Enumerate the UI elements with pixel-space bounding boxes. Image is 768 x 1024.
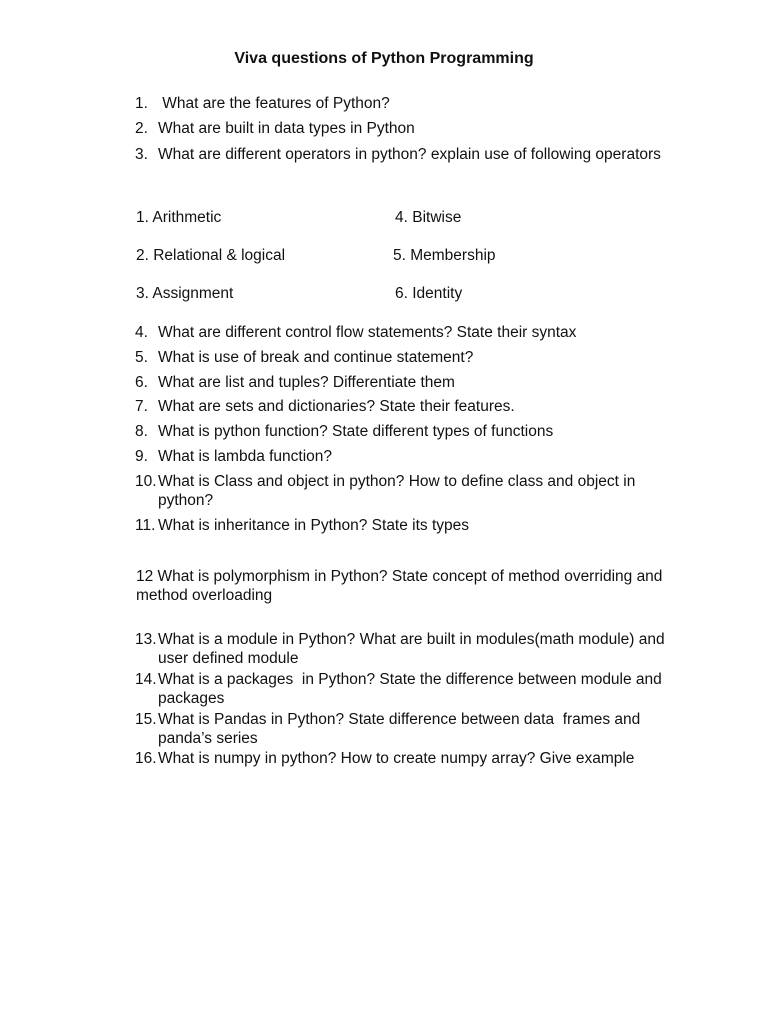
operator-item: 2. Relational & logical — [136, 247, 286, 264]
question-8 — [135, 422, 665, 441]
question-12-paragraph: 12 What is polymorphism in Python? State concept of method overriding and method overloading — [136, 568, 663, 605]
question-text: What is a packages in Python? State the difference between module and packages — [158, 670, 667, 708]
operator-item: 6. Identity — [395, 285, 463, 302]
question-text: What is Pandas in Python? State difference between data frames and panda’s series — [158, 710, 645, 747]
question-number: 3. — [135, 145, 148, 163]
question-text: What is Class and object in python? How to define class and object in python? — [158, 472, 636, 509]
operator-item: 3. Assignment — [136, 285, 234, 302]
question-text: What are different operators in python? explain use of following operators — [158, 145, 661, 163]
question-number: 16. — [135, 750, 157, 768]
question-text: What are built in data types in Python — [158, 120, 415, 138]
operator-row — [136, 284, 636, 322]
question-number: 13. — [135, 631, 157, 648]
operator-item: 5. Membership — [393, 247, 496, 264]
question-number: 15. — [135, 710, 157, 728]
question-6 — [135, 373, 665, 392]
question-number: 5. — [135, 348, 148, 366]
operator-item: 1. Arithmetic — [136, 209, 222, 226]
operator-row — [136, 246, 636, 284]
question-number: 4. — [135, 324, 148, 341]
question-list-1-3 — [135, 94, 665, 170]
question-number: 1. — [135, 95, 148, 112]
question-number: 11. — [135, 516, 156, 534]
question-number: 14. — [135, 670, 157, 688]
question-text: What are list and tuples? Differentiate them — [158, 373, 455, 391]
question-5 — [135, 348, 665, 367]
question-9 — [135, 447, 665, 466]
question-2 — [135, 119, 665, 138]
question-text: What is use of break and continue statement? — [158, 348, 474, 366]
question-text: What is python function? State different types of functions — [158, 423, 554, 441]
question-7 — [135, 397, 665, 416]
question-number: 8. — [135, 423, 148, 441]
question-number: 7. — [135, 398, 148, 416]
operator-item: 4. Bitwise — [395, 209, 462, 226]
question-number: 10. — [135, 472, 157, 490]
question-text: What is numpy in python? How to create numpy array? Give example — [158, 750, 635, 768]
operator-row — [136, 208, 636, 246]
question-text: What are different control flow statements? State their syntax — [158, 324, 577, 341]
question-14 — [135, 670, 665, 709]
question-text: What is lambda function? — [158, 447, 333, 465]
question-number: 2. — [135, 120, 148, 138]
question-15 — [135, 710, 665, 749]
question-number: 6. — [135, 373, 148, 391]
question-text: What is a module in Python? What are built in modules(math module) and user defined module — [158, 631, 665, 668]
question-16 — [135, 749, 665, 768]
question-13 — [135, 630, 665, 669]
question-10 — [135, 472, 665, 511]
question-list-13-16 — [135, 630, 665, 770]
question-text: What are sets and dictionaries? State their features. — [158, 398, 515, 416]
question-3 — [135, 145, 665, 164]
document-title: Viva questions of Python Programming — [234, 50, 534, 67]
question-11 — [135, 516, 665, 535]
question-text: What are the features of Python? — [158, 95, 390, 112]
operator-table — [136, 208, 636, 322]
question-1 — [135, 94, 665, 113]
question-number: 9. — [135, 447, 148, 465]
question-text: What is inheritance in Python? State its types — [158, 516, 470, 534]
question-list-4-11 — [135, 323, 665, 541]
question-4 — [135, 323, 665, 342]
